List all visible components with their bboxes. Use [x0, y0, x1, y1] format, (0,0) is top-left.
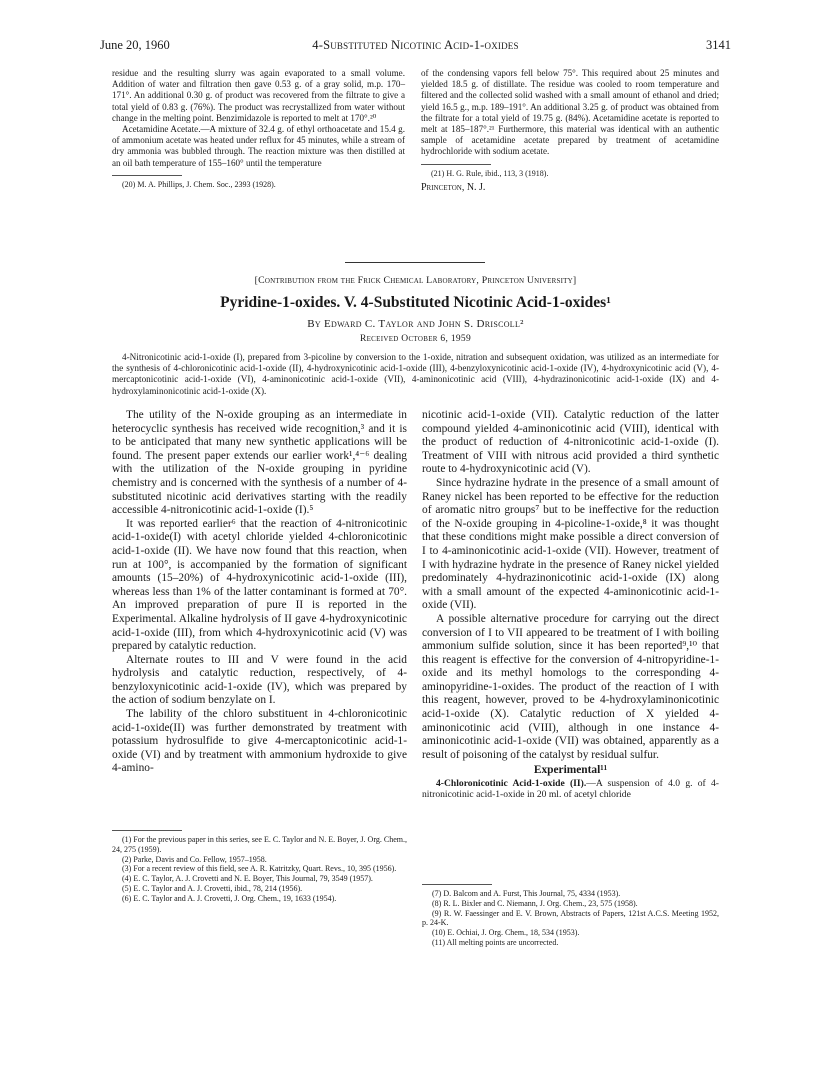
footnote: (6) E. C. Taylor and A. J. Crovetti, J. Org. Chem., 19, 1633 (1954). — [122, 893, 337, 903]
footnote: (4) E. C. Taylor, A. J. Crovetti and N. E. Boyer, This Journal, 79, 3549 (1957). — [122, 874, 373, 884]
footnote: (9) R. W. Faessinger and E. V. Brown, Abstracts of Papers, 121st A.C.S. Meeting 1952, p. 24-K. — [422, 908, 719, 928]
experimental-heading: Experimental¹¹ — [533, 764, 608, 777]
footnote: (8) R. L. Bixler and C. Niemann, J. Org. Chem., 23, 575 (1958). — [432, 898, 638, 908]
body-paragraph: Alternate routes to III and V were found in the acid hydrolysis and catalytic reduction, respectively, of 4-benzyloxynicotinic acid-1-oxide (IV), which was prepared by the action of sodium benzylate on I. — [112, 653, 407, 707]
contribution-line: [Contribution from the Frick Chemical Laboratory, Princeton University] — [254, 275, 577, 286]
experimental-paragraph — [422, 778, 719, 801]
footnote: (1) For the previous paper in this series, see E. C. Taylor and N. E. Boyer, J. Org. Chem., 24, 275 (1959). — [112, 835, 407, 854]
page-number: 3141 — [706, 38, 731, 52]
footnote: (7) D. Balcom and A. Furst, This Journal, 75, 4334 (1953). — [432, 889, 621, 898]
footnote: (20) M. A. Phillips, J. Chem. Soc., 2393 (1928). — [122, 179, 276, 189]
article-authors: By Edward C. Taylor and John S. Driscoll² — [307, 318, 524, 330]
author-location: Princeton, N. J. — [421, 181, 486, 193]
body-paragraph: A possible alternative procedure for carrying out the direct conversion of I to VII appeared to be treatment of I with boiling ammonium sulfide solution, since it has been reported⁹,¹⁰ that this reagent is effective for the conversion of 4-nitropyridine-1-oxide and its methyl homologs to the corresponding 4-aminopyridine-1-oxides. The product of the reaction of I with this reagent, however, proved to be 4-hydroxylaminonicotinic acid-1-oxide (X). Catalytic reduction of X yielded 4-aminonicotinic acid (VIII), although in one instance 4-aminonicotinic acid-1-oxide (VII) was obtained, apparently as a result of poisoning of the catalyst by residual sulfur. — [422, 612, 719, 761]
body-right-column — [422, 409, 719, 801]
footnote: (10) E. Ochiai, J. Org. Chem., 18, 534 (1953). — [432, 928, 580, 938]
experimental-text: —A suspension of 4.0 g. of 4-nitronicotinic acid-1-oxide in 20 ml. of acetyl chloride — [422, 778, 719, 801]
running-title: 4-Substituted Nicotinic Acid-1-oxides — [312, 38, 519, 52]
previous-article-paragraph: residue and the resulting slurry was again evaporated to a small volume. Addition of water and filtration then gave 0.53 g. of a gray solid, m.p. 170–171°. An additional 0.30 g. of product was recovered from the filtrate to give a total yield of 0.83 g. (76%). The product was recrystallized from water without change in the melting point. Benzimidazole is reported to melt at 170°.²⁰ — [112, 68, 405, 123]
footnotes-left — [112, 830, 407, 904]
footnote: (3) For a recent review of this field, see A. R. Katritzky, Quart. Revs., 10, 395 (1956). — [122, 864, 397, 874]
footnote-divider — [112, 175, 182, 176]
body-left-column — [112, 409, 407, 776]
article-separator — [345, 262, 485, 263]
body-paragraph: The utility of the N-oxide grouping as an intermediate in heterocyclic synthesis has received wide recognition,³ and it is to be anticipated that many new synthetic applications will be found. The present paper extends our earlier work¹,⁴⁻⁶ dealing with the utilization of the N-oxide grouping in pyridine chemistry and is concerned with the synthesis of a number of 4-substituted nicotinic acid derivatives starting with the readily accessible 4-nitronicotinic acid-1-oxide (I).⁵ — [112, 409, 407, 517]
running-head — [100, 38, 731, 56]
previous-article-paragraph: Acetamidine Acetate.—A mixture of 32.4 g. of ethyl orthoacetate and 15.4 g. of ammonium acetate was heated under reflux for 45 minutes, while a stream of dry ammonia was bubbled through. The reaction mixture was then distilled at an oil bath temperature of 155–160° until the temperature — [112, 124, 405, 168]
body-paragraph: It was reported earlier⁶ that the reaction of 4-nitronicotinic acid-1-oxide(I) with acetyl chloride yielded 4-chloronicotinic acid-1-oxide (II). We have now found that this reaction, when run at 100°, is accompanied by the formation of significant amounts (15–20%) of 4-hydroxynicotinic acid-1-oxide (III), whereas less than 1% of the latter contaminant is formed at 70°. An improved preparation of pure II is reported in the Experimental. Alkaline hydrolysis of II gave 4-hydroxynicotinic acid-1-oxide (III), from which 4-hydroxynicotinic acid (V) was prepared by catalytic reduction. — [112, 517, 407, 653]
abstract: 4-Nitronicotinic acid-1-oxide (I), prepared from 3-picoline by conversion to the 1-oxide, nitration and subsequent oxidation, was utilized as an intermediate for the synthesis of 4-chloronicotinic acid-1-oxide (II), 4-hydroxynicotinic acid-1-oxide (III), 4-benzyloxynicotinic acid-1-oxide (IV), 4-hydroxynicotinic acid (V), 4-mercaptonicotinic acid-1-oxide (VI), 4-aminonicotinic acid-1-oxide (VII), 4-aminonicotinic acid (VIII), 4-hydrazinonicotinic acid-1-oxide (IX) and 4-hydroxylaminonicotinic acid-1-oxide (X). — [112, 352, 719, 396]
compound-heading: 4-Chloronicotinic Acid-1-oxide (II). — [436, 778, 587, 790]
footnote: (21) H. G. Rule, ibid., 113, 3 (1918). — [431, 168, 549, 178]
footnote-divider — [421, 164, 491, 165]
footnotes-right — [422, 884, 719, 948]
received-date: Received October 6, 1959 — [359, 334, 472, 344]
previous-article-right-column — [421, 68, 719, 193]
footnote: (11) All melting points are uncorrected. — [432, 937, 559, 947]
body-paragraph: The lability of the chloro substituent in 4-chloronicotinic acid-1-oxide(II) was further demonstrated by treatment with potassium hydrosulfide to give 4-mercaptonicotinic acid-1-oxide (VI) and by treatment with ammonium hydroxide to give 4-amino- — [112, 708, 407, 775]
previous-article-left-column — [112, 68, 405, 190]
footnote: (5) E. C. Taylor and A. J. Crovetti, ibid., 78, 214 (1956). — [122, 883, 303, 893]
article-title: Pyridine-1-oxides. V. 4-Substituted Nicotinic Acid-1-oxides¹ — [220, 294, 611, 311]
footnote-divider — [422, 884, 492, 885]
body-paragraph: nicotinic acid-1-oxide (VII). Catalytic reduction of the latter compound yielded 4-aminonicotinic acid (VIII), identical with the product of reduction of 4-nitronicotinic acid-1-oxide (I). Treatment of VIII with nitrous acid provided a third synthetic route to 4-hydroxynicotinic acid (V). — [422, 409, 719, 476]
footnote-divider — [112, 830, 182, 831]
footnote: (2) Parke, Davis and Co. Fellow, 1957–1958. — [122, 854, 267, 864]
body-paragraph: Since hydrazine hydrate in the presence of a small amount of Raney nickel has been reported to be effective for the reduction of aromatic nitro groups⁷ but to be ineffective for the reduction of the N-oxide grouping in 4-picoline-1-oxide,⁸ it was thought that these conditions might make possible a direct conversion of I to 4-aminonicotinic acid-1-oxide (VII). However, treatment of I with hydrazine hydrate in the presence of Raney nickel yielded predominately 4-hydrazinonicotinic acid-1-oxide (IX) along with a small amount of the expected 4-aminonicotinic acid-1-oxide (VII). — [422, 476, 719, 612]
issue-date: June 20, 1960 — [100, 38, 170, 52]
previous-article-paragraph: of the condensing vapors fell below 75°. This required about 25 minutes and yielded 18.5 g. of distillate. The residue was cooled to room temperature and filtered and the collected solid washed with a small amount of ethanol and dried; yield 16.5 g., m.p. 189–191°. An additional 3.25 g. of product was obtained from the filtrate for a total yield of 19.75 g. (84%). Acetamidine acetate is reported to melt at 185–187°.²¹ Furthermore, this material was identical with an authentic sample of acetamidine acetate prepared by treatment of acetamidine hydrochloride with sodium acetate. — [421, 68, 719, 157]
